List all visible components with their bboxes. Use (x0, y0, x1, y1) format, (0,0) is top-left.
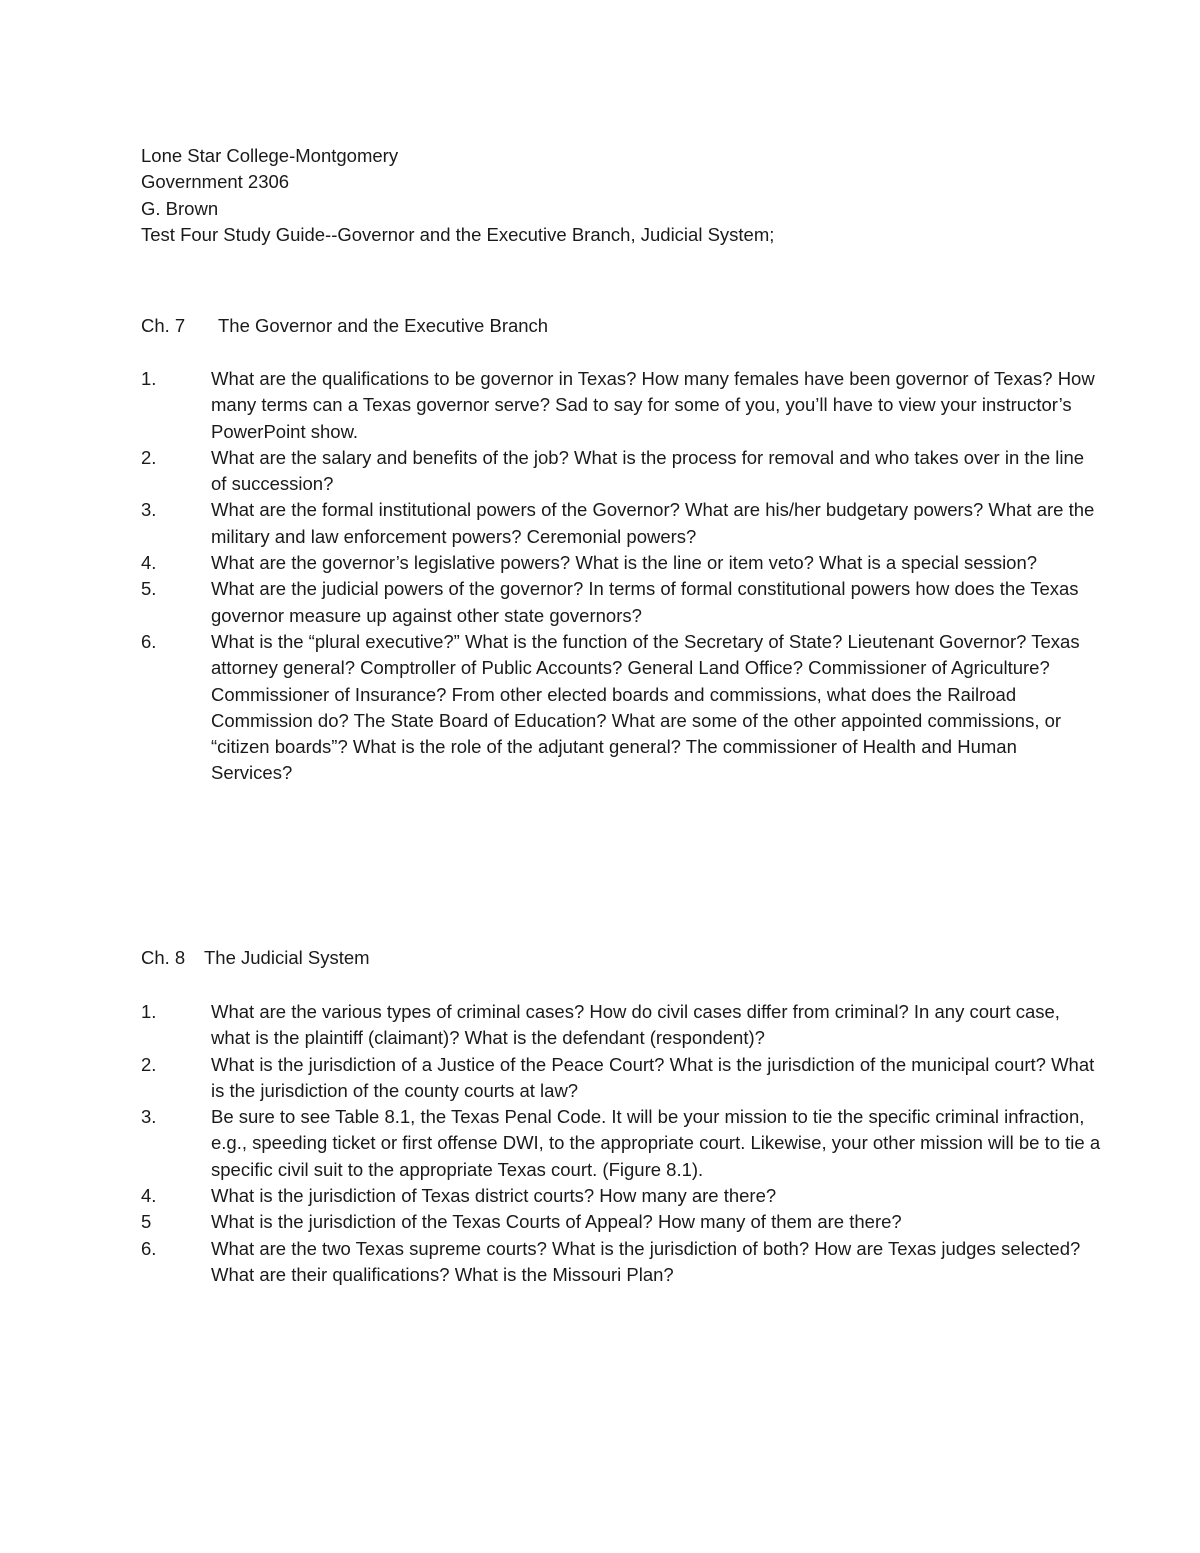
chapter-7-number: Ch. 7 (141, 315, 186, 336)
chapter-7-question-list (141, 366, 1101, 787)
question-text: What are the qualifications to be governor in Texas? How many females have been governor of Texas? How many terms can a Texas governor serve? Sad to say for some of you, you’ll have to view your instructor’s PowerPoint show. (211, 368, 1095, 442)
question-text: What is the jurisdiction of the Texas Courts of Appeal? How many of them are there? (211, 1211, 902, 1233)
question-item (141, 366, 1101, 445)
question-item (141, 497, 1101, 550)
question-text: What are the governor’s legislative powers? What is the line or item veto? What is a special session? (211, 552, 1038, 574)
question-item (141, 1236, 1101, 1289)
question-number: 5 (141, 1211, 152, 1233)
question-number: 3. (141, 1106, 157, 1128)
document-header (141, 143, 1101, 248)
question-item (141, 1104, 1101, 1183)
chapter-8-number: Ch. 8 (141, 947, 186, 968)
question-item (141, 1209, 1101, 1235)
question-text: What are the judicial powers of the governor? In terms of formal constitutional powers how does the Texas governor measure up against other state governors? (211, 578, 1079, 626)
question-item (141, 1183, 1101, 1209)
question-text: What is the jurisdiction of Texas district courts? How many are there? (211, 1185, 777, 1207)
instructor-name: G. Brown (141, 197, 219, 219)
question-item (141, 629, 1101, 787)
question-item (141, 999, 1101, 1052)
question-number: 3. (141, 499, 157, 521)
question-text: Be sure to see Table 8.1, the Texas Penal Code. It will be your mission to tie the specific criminal infraction, e.g., speeding ticket or first offense DWI, to the appropriate court. Likewise, your other mission will be to tie a specific civil suit to the appropriate Texas court. (Figure 8.1). (211, 1106, 1101, 1180)
question-number: 5. (141, 578, 157, 600)
question-item (141, 550, 1101, 576)
question-number: 4. (141, 552, 157, 574)
question-number: 6. (141, 1237, 157, 1259)
chapter-8-section (141, 945, 1101, 1288)
question-number: 4. (141, 1185, 157, 1207)
question-text: What are the two Texas supreme courts? What is the jurisdiction of both? How are Texas judges selected? What are their qualifications? What is the Missouri Plan? (211, 1237, 1081, 1285)
chapter-8-question-list (141, 999, 1101, 1288)
question-number: 2. (141, 1053, 157, 1075)
question-text: What are the various types of criminal cases? How do civil cases differ from criminal? In any court case, what is the plaintiff (claimant)? What is the defendant (respondent)? (211, 1001, 1060, 1049)
chapter-7-heading (141, 313, 1101, 339)
chapter-8-heading (141, 945, 1101, 971)
question-text: What is the “plural executive?” What is the function of the Secretary of State? Lieutenant Governor? Texas attorney general? Comptroller of Public Accounts? General Land Office? Commissioner of Agriculture? Commissioner of Insurance? From other elected boards and commissions, what does the Railroad Commission do? The State Board of Education? What are some of the other appointed commissions, or “citizen boards”? What is the role of the adjutant general? The commissioner of Health and Human Services? (211, 630, 1080, 784)
question-item (141, 445, 1101, 498)
chapter-7-section (141, 313, 1101, 787)
question-number: 1. (141, 1001, 157, 1022)
chapter-8-title: The Judicial System (204, 947, 370, 968)
question-text: What is the jurisdiction of a Justice of the Peace Court? What is the jurisdiction of the municipal court? What is the jurisdiction of the county courts at law? (211, 1053, 1095, 1101)
question-number: 1. (141, 368, 157, 389)
question-text: What are the salary and benefits of the job? What is the process for removal and who takes over in the line of succession? (211, 446, 1085, 495)
question-number: 2. (141, 446, 157, 468)
question-number: 6. (141, 630, 157, 652)
question-item (141, 576, 1101, 629)
question-text: What are the formal institutional powers of the Governor? What are his/her budgetary powers? What are the military and law enforcement powers? Ceremonial powers? (211, 499, 1095, 547)
institution-name: Lone Star College-Montgomery (141, 145, 399, 166)
course-name: Government 2306 (141, 171, 290, 193)
question-item (141, 1052, 1101, 1105)
document-title: Test Four Study Guide--Governor and the Executive Branch, Judicial System; (141, 223, 775, 245)
chapter-7-title: The Governor and the Executive Branch (218, 315, 549, 336)
